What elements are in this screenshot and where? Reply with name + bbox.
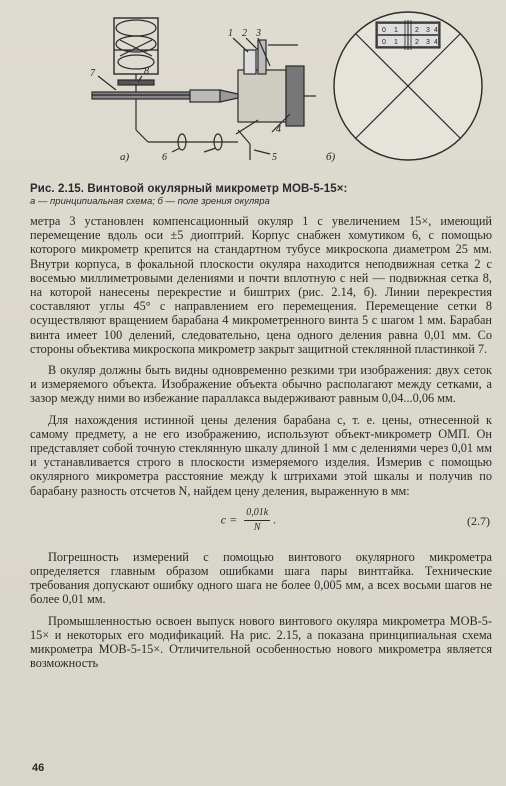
equation-2-7 [30, 506, 492, 536]
scale-bottom-3: 3 [426, 39, 430, 46]
equation-fraction [244, 506, 270, 535]
scale-top-2: 2 [415, 27, 419, 34]
caption-title: Рис. 2.15. Винтовой окулярный микрометр МОВ-5-15×: [30, 183, 348, 195]
scale-bottom-1: 1 [394, 39, 398, 46]
scale-bottom-2: 2 [415, 39, 419, 46]
paragraph: Погрешность измерений с помощью винтового окулярного микрометра определяется главным образом ошибками шага пары винтгайка. Технические требования допускают ошибку одного шага не более 0,005 мм, а всех восьми шагов не более 0,01 мм. [30, 549, 492, 607]
callout-2: 2 [242, 28, 247, 39]
scale-top-4: 4 [434, 27, 438, 34]
scale-top-0: 0 [382, 27, 386, 34]
field-of-view-panel-b [334, 12, 482, 160]
caption-subtitle: а — принципиальная схема; б — поле зрения окуляра [30, 196, 270, 207]
equation-lhs: c = [220, 512, 238, 527]
equation-numerator: 0,01k [244, 506, 270, 521]
equation-tail: . [273, 512, 277, 527]
equation-number: (2.7) [467, 513, 490, 528]
panel-b-label: б) [326, 151, 336, 163]
paragraph: Промышленностью освоен выпуск нового винтового окуляра микрометра МОВ-5-15× и некоторых его модификаций. На рис. 2.15, а показана принципиальная схема микрометра МОВ-5-15×. Отличительной особенностью нового микрометра является возможность [30, 613, 492, 671]
paragraph: метра 3 установлен компенсационный окуляр 1 с увеличением 15×, имеющий перемещение вдоль оси ±5 диоптрий. Корпус снабжен хомутиком 6, с помощью которого микрометр крепится на стандартном тубусе микроскопа диаметром 25 мм. Внутри корпуса, в фокальной плоскости окуляра находится неподвижная сетка 2 с восемью миллиметровыми делениями и почти вплотную с ней — подвижная сетка 8, на которой нанесены перекрестие и биштрих (рис. 2.14, б). Линии перекрестия составляют углы 45° с направлением его перемещения. Перемещение сетки 8 осуществляют вращением барабана 4 микрометренного винта 5 с шагом 1 мм. Барабан винта имеет 100 делений, следовательно, цена одного деления равна 0,01 мм. Со стороны объектива микроскопа микрометр закрыт защитной стеклянной пластинкой 7. [30, 214, 492, 356]
callout-8: 8 [144, 66, 149, 77]
figure-2-15 [58, 10, 488, 180]
schematic-panel-a [92, 18, 316, 160]
figure-caption [30, 183, 490, 207]
callout-4: 4 [276, 124, 281, 135]
body-text [30, 214, 492, 677]
page-number: 46 [32, 762, 45, 774]
scale-top-1: 1 [394, 27, 398, 34]
equation-denominator: N [253, 522, 261, 534]
scale-bottom-4: 4 [434, 39, 438, 46]
equation-expression [30, 506, 467, 535]
callout-5: 5 [272, 152, 277, 163]
scale-bottom-0: 0 [382, 39, 386, 46]
panel-a-label: а) [120, 151, 130, 163]
paragraph: Для нахождения истинной цены деления барабана c, т. е. цены, отнесенной к самому предмету, а не его изображению, используют объект-микрометр ОМП. Он представляет собой точную стеклянную шкалу длиной 1 мм с делениями через 0,01 мм и устанавливается строго в плоскости измеряемого изделия. Измерив с помощью окулярного микрометра расстояние между k штрихами этой шкалы и получив по барабану разность отсчетов N, найдем цену деления, выраженную в мм: [30, 412, 492, 498]
callout-6: 6 [162, 152, 167, 163]
callout-7: 7 [90, 68, 95, 79]
scale-top-3: 3 [426, 27, 430, 34]
callout-3: 3 [256, 28, 261, 39]
paragraph: В окуляр должны быть видны одновременно резкими три изображения: двух сеток и измеряемого объекта. Изображение объекта обычно располагают между сетками, а зазор между ними во избежание параллакса выдерживают равным 0,04...0,06 мм. [30, 363, 492, 406]
callout-1: 1 [228, 28, 233, 39]
